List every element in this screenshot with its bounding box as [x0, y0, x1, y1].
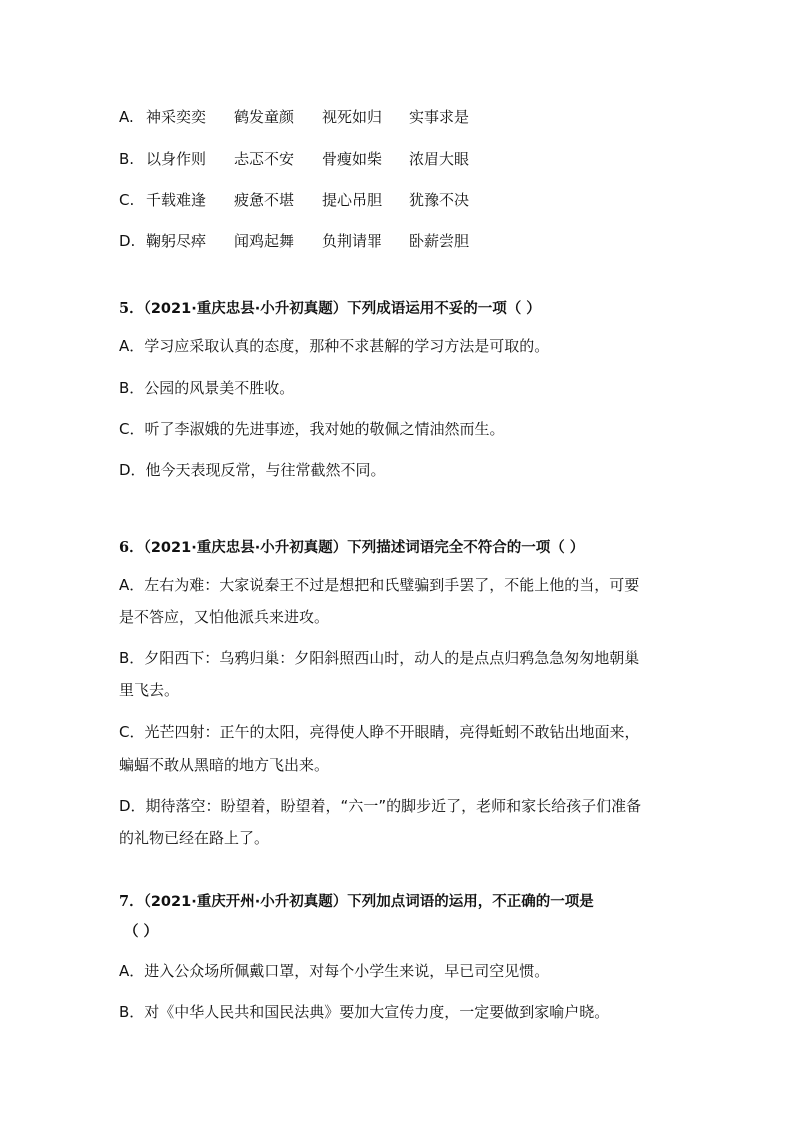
q6-option-b-line1: B．夕阳西下：乌鸦归巢：夕阳斜照西山时，动人的是点点归鸦急急匆匆地朝巢 [119, 649, 640, 667]
question-stem: （2021·重庆忠县·小升初真题）下列成语运用不妥的一项（ ） [143, 301, 541, 317]
question-stem: （2021·重庆开州·小升初真题）下列加点词语的运用，不正确的一项是 [143, 894, 594, 910]
q6-option-a-line2: 是不答应，又怕他派兵来进攻。 [119, 608, 330, 626]
idiom: 忐忑不安 [234, 150, 295, 168]
q4-option-b [119, 149, 470, 169]
q6-heading [119, 538, 584, 558]
q7-option-a: A．进入公众场所佩戴口罩，对每个小学生来说，早已司空见惯。 [119, 962, 550, 980]
q7-heading [119, 892, 594, 912]
q5-option-b: B．公园的风景美不胜收。 [119, 379, 295, 397]
idiom: 犹豫不决 [409, 191, 470, 209]
idiom: 神采奕奕 [146, 108, 207, 126]
question-number: 5． [119, 300, 144, 317]
q4-option-d [119, 231, 470, 251]
option-label: A. [119, 108, 134, 126]
idiom: 千载难逢 [146, 191, 207, 209]
q6-option-b-line2: 里飞去。 [119, 681, 180, 699]
idiom: 鞠躬尽瘁 [146, 232, 207, 250]
idiom: 骨瘦如柴 [322, 150, 383, 168]
q5-heading [119, 299, 541, 319]
q6-option-c-line1: C．光芒四射：正午的太阳，亮得使人睁不开眼睛，亮得蚯蚓不敢钻出地面来， [119, 723, 640, 741]
q7-answer-bracket: （ ） [124, 924, 159, 940]
q6-option-d-line2: 的礼物已经在路上了。 [119, 829, 270, 847]
idiom: 负荆请罪 [322, 232, 383, 250]
q5-option-c: C．听了李淑娥的先进事迹，我对她的敬佩之情油然而生。 [119, 420, 505, 438]
idiom: 卧薪尝胆 [409, 232, 470, 250]
idiom: 视死如归 [322, 108, 383, 126]
idiom: 闻鸡起舞 [234, 232, 295, 250]
question-number: 7． [119, 893, 144, 910]
idiom: 鹤发童颜 [234, 108, 295, 126]
q4-option-c [119, 190, 470, 210]
option-label: D. [119, 232, 136, 250]
q6-option-c-line2: 蝙蝠不敢从黑暗的地方飞出来。 [119, 756, 330, 774]
idiom: 疲惫不堪 [234, 191, 295, 209]
idiom: 浓眉大眼 [409, 150, 470, 168]
question-stem: （2021·重庆忠县·小升初真题）下列描述词语完全不符合的一项（ ） [143, 540, 585, 556]
q6-option-d-line1: D．期待落空：盼望着，盼望着，“六一”的脚步近了，老师和家长给孩子们准备 [119, 797, 642, 815]
idiom: 提心吊胆 [322, 191, 383, 209]
q6-option-a-line1: A．左右为难：大家说秦王不过是想把和氏璧骗到手罢了，不能上他的当，可要 [119, 576, 640, 594]
q5-option-a: A．学习应采取认真的态度，那种不求甚解的学习方法是可取的。 [119, 337, 550, 355]
q5-option-d: D．他今天表现反常，与往常截然不同。 [119, 461, 386, 479]
idiom: 以身作则 [146, 150, 207, 168]
question-number: 6． [119, 539, 144, 556]
q7-option-b: B．对《中华人民共和国民法典》要加大宣传力度，一定要做到家喻户晓。 [119, 1003, 610, 1021]
option-label: B. [119, 150, 135, 168]
q4-option-a [119, 107, 470, 127]
idiom: 实事求是 [409, 108, 470, 126]
option-label: C. [119, 191, 135, 209]
